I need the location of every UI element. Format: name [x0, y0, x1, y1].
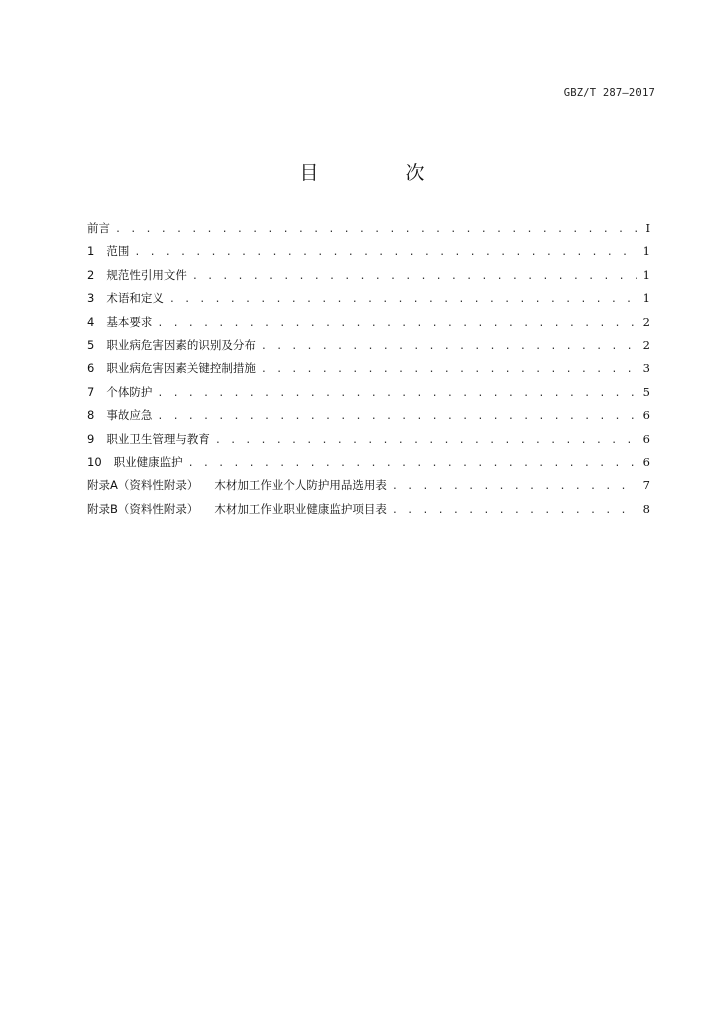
- toc-entry-number: 4: [87, 314, 95, 329]
- toc-entry-label: 事故应急: [106, 408, 153, 423]
- toc-entry-label: 规范性引用文件: [106, 267, 187, 282]
- toc-entry-label: 前言: [87, 221, 110, 235]
- toc-entry[interactable]: [87, 264, 650, 287]
- toc-dot-leader: [261, 358, 637, 381]
- toc-entry[interactable]: [87, 357, 650, 380]
- toc-page-number: 1: [642, 291, 650, 306]
- toc-page-number: 6: [642, 408, 650, 423]
- toc-dot-leader: [157, 405, 637, 428]
- toc-entry-label: 职业健康监护: [113, 454, 183, 469]
- toc-page-number: 6: [642, 431, 650, 446]
- toc-page-number: 3: [642, 361, 650, 376]
- toc-entry-subtitle: 木材加工作业个人防护用品选用表: [214, 478, 387, 493]
- toc-entry[interactable]: [87, 287, 650, 310]
- toc-dot-leader: [261, 335, 637, 358]
- toc-page-number: 6: [642, 454, 650, 469]
- toc-entry[interactable]: [87, 311, 650, 334]
- toc-entry-label: 职业卫生管理与教育: [106, 431, 210, 446]
- toc-entry[interactable]: [87, 451, 650, 474]
- toc-entry-number: 5: [87, 337, 95, 352]
- toc-page-number: I: [645, 221, 650, 235]
- toc-entry[interactable]: [87, 334, 650, 357]
- toc-entry-number: 8: [87, 408, 95, 423]
- toc-page-number: 2: [642, 337, 650, 352]
- toc-page-number: 7: [642, 478, 650, 493]
- toc-entry-number: 1: [87, 244, 95, 259]
- toc-entry-number: 10: [87, 454, 102, 469]
- toc-entry-label: 术语和定义: [106, 291, 164, 306]
- toc-dot-leader: [157, 312, 637, 335]
- toc-dot-leader: [392, 499, 637, 522]
- toc-entry-label: 附录B（资料性附录）: [87, 501, 199, 516]
- toc-page-number: 5: [642, 384, 650, 399]
- toc-entry-label: 附录A（资料性附录）: [87, 478, 199, 493]
- toc-dot-leader: [115, 218, 637, 241]
- toc-dot-leader: [157, 382, 637, 405]
- toc-page-number: 8: [642, 501, 650, 516]
- toc-dot-leader: [392, 475, 637, 498]
- toc-entry-number: 9: [87, 431, 95, 446]
- toc-entry-label: 范围: [106, 244, 130, 259]
- toc-entry[interactable]: [87, 381, 650, 404]
- toc-list: [87, 217, 650, 521]
- toc-dot-leader: [188, 452, 637, 475]
- toc-page-number: 2: [642, 314, 650, 329]
- toc-dot-leader: [192, 265, 637, 288]
- toc-entry-number: 6: [87, 361, 95, 376]
- toc-entry-number: 3: [87, 291, 95, 306]
- toc-entry[interactable]: [87, 217, 650, 240]
- document-code: GBZ/T 287—2017: [563, 87, 655, 99]
- toc-entry-label: 个体防护: [106, 384, 153, 399]
- toc-dot-leader: [215, 429, 637, 452]
- toc-entry[interactable]: [87, 404, 650, 427]
- toc-entry-label: 职业病危害因素关键控制措施: [106, 361, 256, 376]
- toc-dot-leader: [134, 241, 637, 264]
- toc-entry[interactable]: [87, 240, 650, 263]
- toc-title: 目 次: [299, 162, 459, 184]
- toc-entry[interactable]: [87, 498, 650, 521]
- toc-dot-leader: [169, 288, 637, 311]
- toc-page-number: 1: [642, 267, 650, 282]
- toc-entry-label: 职业病危害因素的识别及分布: [106, 337, 256, 352]
- toc-entry-subtitle: 木材加工作业职业健康监护项目表: [214, 501, 387, 516]
- toc-page-number: 1: [642, 244, 650, 259]
- toc-entry[interactable]: [87, 474, 650, 497]
- toc-entry-number: 7: [87, 384, 95, 399]
- toc-entry-number: 2: [87, 267, 95, 282]
- toc-entry[interactable]: [87, 428, 650, 451]
- toc-entry-label: 基本要求: [106, 314, 153, 329]
